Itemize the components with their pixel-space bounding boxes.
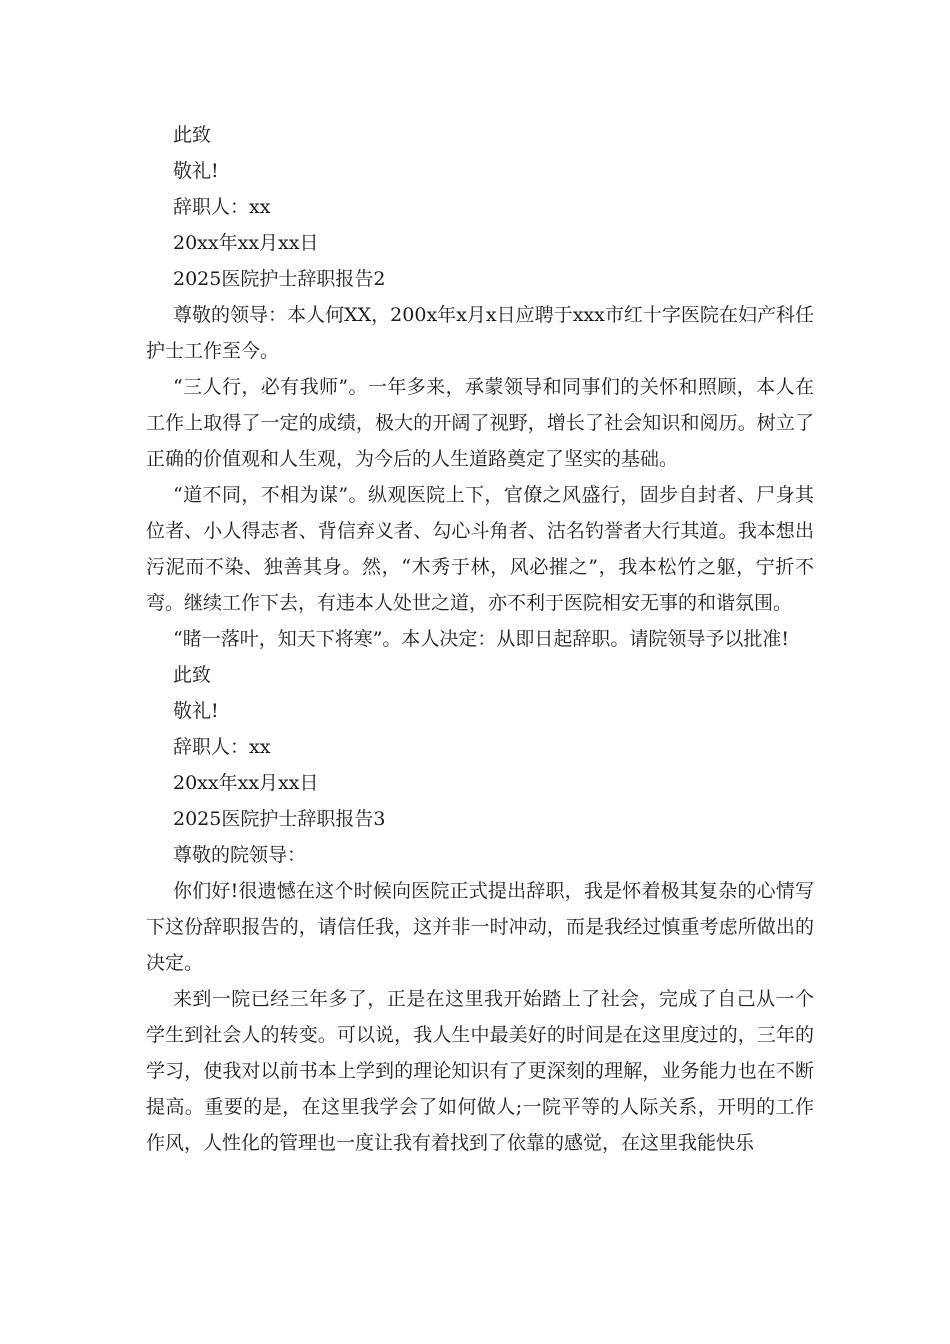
report3-salutation: 尊敬的院领导：	[173, 844, 307, 866]
report2-salute: 敬礼!	[173, 700, 219, 722]
report2-paragraph-1: “三人行，必有我师”。一年多来，承蒙领导和同事们的关怀和照顾，本人在工作上取得了一定的成绩，极大的开阔了视野，增长了社会知识和阅历。树立了正确的价值观和人生观，为今后的人生道路奠定了坚实的基础。	[146, 376, 814, 470]
closing-signer: 辞职人：xx	[173, 196, 271, 218]
report2-paragraph-3: “睹一落叶，知天下将寒”。本人决定：从即日起辞职。请院领导予以批准!	[173, 628, 790, 650]
document-body	[146, 117, 814, 1161]
report2-date: 20xx年xx月xx日	[173, 772, 319, 794]
report2-paragraph-2: “道不同，不相为谋”。纵观医院上下，官僚之风盛行，固步自封者、尸身其位者、小人得志者、背信弃义者、勾心斗角者、沽名钓誉者大行其道。我本想出污泥而不染、独善其身。然，“木秀于林，风必摧之”，我本松竹之躯，宁折不弯。继续工作下去，有违本人处世之道，亦不利于医院相安无事的和谐氛围。	[146, 484, 814, 614]
report3-title: 2025医院护士辞职报告3	[173, 808, 386, 830]
closing-salute: 敬礼!	[173, 160, 219, 182]
report3-paragraph-2: 来到一院已经三年多了，正是在这里我开始踏上了社会，完成了自己从一个学生到社会人的转变。可以说，我人生中最美好的时间是在这里度过的，三年的学习，使我对以前书本上学到的理论知识有了更深刻的理解，业务能力也在不断提高。重要的是，在这里我学会了如何做人;一院平等的人际关系，开明的工作作风，人性化的管理也一度让我有着找到了依靠的感觉，在这里我能快乐	[146, 988, 814, 1154]
closing-date: 20xx年xx月xx日	[173, 232, 319, 254]
report2-greeting: 此致	[173, 664, 212, 686]
report2-signer: 辞职人：xx	[173, 736, 271, 758]
report3-paragraph-1: 你们好!很遗憾在这个时候向医院正式提出辞职，我是怀着极其复杂的心情写下这份辞职报告的，请信任我，这并非一时冲动，而是我经过慎重考虑所做出的决定。	[146, 880, 814, 974]
closing-greeting: 此致	[173, 124, 212, 146]
report2-opening: 尊敬的领导：本人何XX，200x年x月x日应聘于xxx市红十字医院在妇产科任护士工作至今。	[146, 304, 814, 362]
report2-title: 2025医院护士辞职报告2	[173, 268, 386, 290]
